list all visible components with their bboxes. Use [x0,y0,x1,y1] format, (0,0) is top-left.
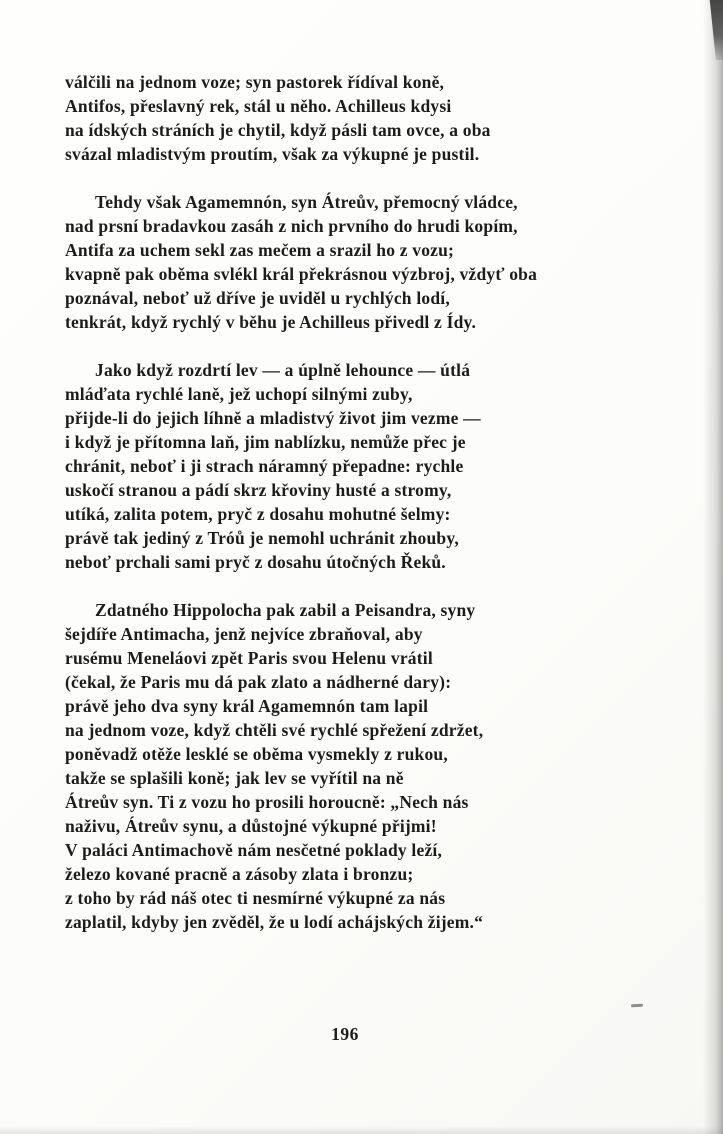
verse-line: svázal mladistvým proutím, však za výkupné je pustil. [65,144,480,164]
verse-line: právě jeho dva syny král Agamemnón tam lapil [65,696,429,716]
verse-line: poznával, neboť už dříve je uviděl u rychlých lodí, [65,288,450,308]
paragraph [65,190,665,334]
verse-line: neboť prchali sami pryč z dosahu útočných Řeků. [65,552,446,572]
verse-line: na ídských stráních je chytil, když pásli tam ovce, a oba [65,120,491,140]
verse-line: utíká, zalita potem, pryč z dosahu mohutné šelmy: [65,504,451,524]
verse-line: Tehdy však Agamemnón, syn Átreův, přemocný vládce, [95,192,518,212]
verse-line: poněvadž otěže lesklé se oběma vysmekly z rukou, [65,744,448,764]
verse-line: mláďata rychlé laně, jež uchopí silnými zuby, [65,384,413,404]
verse-line: naživu, Átreův synu, a důstojné výkupné přijmi! [65,816,437,836]
verse-line: válčili na jednom voze; syn pastorek řídíval koně, [65,72,445,92]
verse-line: (čekal, že Paris mu dá pak zlato a nádherné dary): [65,672,452,692]
verse-line: Antifos, přeslavný rek, stál u něho. Achilleus kdysi [65,96,452,116]
verse-line: takže se splašili koně; jak lev se vyřítil na ně [65,768,404,788]
verse-line: Átreův syn. Ti z vozu ho prosili horoucně: „Nech nás [65,792,469,812]
verse-line: Zdatného Hippolocha pak zabil a Peisandra, syny [95,600,476,620]
verse-line: uskočí stranou a pádí skrz křoviny husté a stromy, [65,480,452,500]
verse-line: na jednom voze, když chtěli své rychlé spřežení zdržet, [65,720,484,740]
bottom-edge-shadow [0,1126,723,1134]
verse-line: rusému Meneláovi zpět Paris svou Helenu vrátil [65,648,433,668]
verse-line: železo kované pracně a zásoby zlata i bronzu; [65,864,414,884]
page-number: 196 [331,1024,359,1044]
ink-speck [631,1004,643,1008]
verse-line: šejdíře Antimacha, jenž nejvíce zbraňoval, aby [65,624,423,644]
verse-line: kvapně pak oběma svlékl král překrásnou výzbroj, vždyť oba [65,264,538,284]
paragraph [65,70,665,166]
verse-line: chránit, neboť i ji strach náramný přepadne: rychle [65,456,464,476]
verse-line: Jako když rozdrtí lev — a úplně lehounce — útlá [95,360,471,380]
verse-line: právě tak jediný z Tróů je nemohl uchránit zhouby, [65,528,459,548]
verse-line: Antifa za uchem sekl zas mečem a srazil ho z vozu; [65,240,455,260]
paragraph [65,598,665,934]
verse-line: V paláci Antimachově nám nesčetné poklady leží, [65,840,443,860]
verse-line: přijde-li do jejich líhně a mladistvý život jim vezme — [65,408,481,428]
verse-line: nad prsní bradavkou zasáh z nich prvního do hrudi kopím, [65,216,518,236]
right-edge-shadow [703,0,723,1134]
verse-line: tenkrát, když rychlý v běhu je Achilleus přivedl z Ídy. [65,312,477,332]
verse-line: zaplatil, kdyby jen zvěděl, že u lodí achájských žijem.“ [65,912,484,932]
paragraph [65,358,665,574]
text-block [65,70,665,934]
verse-line: i když je přítomna laň, jim nablízku, nemůže přec je [65,432,466,452]
verse-line: z toho by rád náš otec ti nesmírné výkupné za nás [65,888,446,908]
